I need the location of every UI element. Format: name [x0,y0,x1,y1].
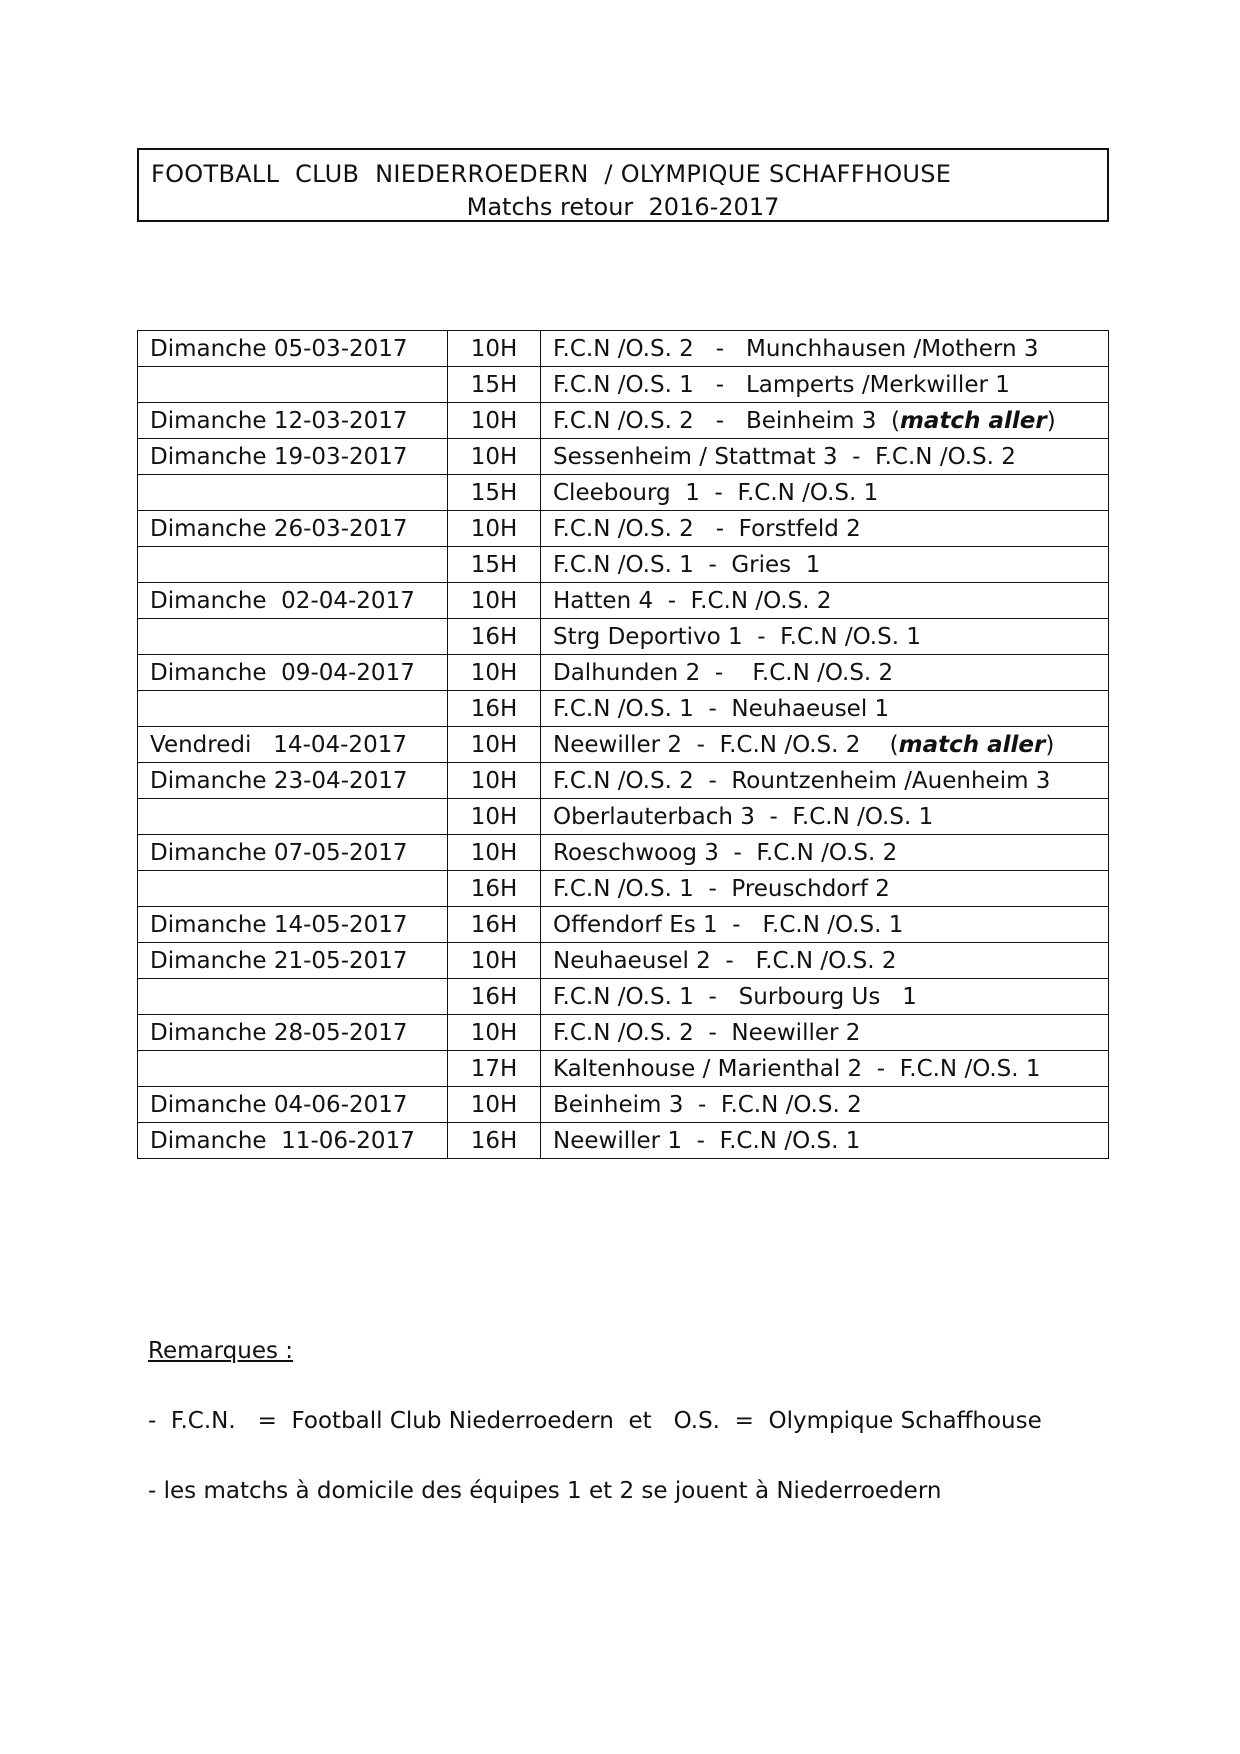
match-date [138,799,448,835]
fixture-teams: F.C.N /O.S. 2 - Forstfeld 2 [553,515,861,542]
fixture-teams: Oberlauterbach 3 - F.C.N /O.S. 1 [553,803,934,830]
match-date: Dimanche 09-04-2017 [138,655,448,691]
fixture-teams: Cleebourg 1 - F.C.N /O.S. 1 [553,479,879,506]
kickoff-time: 10H [448,511,541,547]
match-date: Dimanche 26-03-2017 [138,511,448,547]
kickoff-time: 10H [448,1087,541,1123]
remark-home-venue: - les matchs à domicile des équipes 1 et 2 se jouent à Niederroedern [148,1478,942,1504]
fixture [541,619,1109,655]
kickoff-time: 16H [448,1123,541,1159]
match-date [138,367,448,403]
fixture [541,331,1109,367]
fixture-note: match aller [899,407,1047,434]
kickoff-time: 16H [448,871,541,907]
kickoff-time: 10H [448,763,541,799]
table-row [138,475,1109,511]
match-schedule-table [137,330,1109,1159]
fixture-note-close: ) [1045,731,1055,758]
fixture-teams: Roeschwoog 3 - F.C.N /O.S. 2 [553,839,898,866]
kickoff-time: 10H [448,331,541,367]
fixture-teams: F.C.N /O.S. 2 - Beinheim 3 ( [553,407,900,434]
remarks-title: Remarques : [148,1338,294,1364]
fixture [541,547,1109,583]
fixture-teams: F.C.N /O.S. 1 - Neuhaeusel 1 [553,695,890,722]
match-date: Dimanche 05-03-2017 [138,331,448,367]
table-row [138,943,1109,979]
match-date [138,619,448,655]
table-row [138,907,1109,943]
fixture [541,727,1109,763]
table-row [138,655,1109,691]
table-row [138,547,1109,583]
header-box [137,148,1109,222]
match-date [138,475,448,511]
fixture [541,583,1109,619]
kickoff-time: 16H [448,619,541,655]
fixture-teams: Hatten 4 - F.C.N /O.S. 2 [553,587,832,614]
fixture [541,979,1109,1015]
fixture [541,799,1109,835]
fixture-teams: Strg Deportivo 1 - F.C.N /O.S. 1 [553,623,921,650]
table-row [138,835,1109,871]
table-row [138,1087,1109,1123]
fixture [541,1087,1109,1123]
table-row [138,403,1109,439]
kickoff-time: 10H [448,727,541,763]
match-date: Dimanche 19-03-2017 [138,439,448,475]
fixture-teams: F.C.N /O.S. 2 - Rountzenheim /Auenheim 3 [553,767,1051,794]
match-date [138,1051,448,1087]
kickoff-time: 16H [448,979,541,1015]
table-row [138,367,1109,403]
fixture [541,763,1109,799]
table-row [138,871,1109,907]
table-row [138,583,1109,619]
table-row [138,799,1109,835]
match-date [138,691,448,727]
match-date: Dimanche 11-06-2017 [138,1123,448,1159]
match-date [138,547,448,583]
fixture-teams: Offendorf Es 1 - F.C.N /O.S. 1 [553,911,904,938]
table-row [138,1015,1109,1051]
kickoff-time: 10H [448,583,541,619]
fixture [541,439,1109,475]
fixture [541,475,1109,511]
kickoff-time: 16H [448,907,541,943]
fixture-note-close: ) [1046,407,1056,434]
fixture [541,403,1109,439]
match-date [138,871,448,907]
table-row [138,619,1109,655]
fixture-teams: Neewiller 2 - F.C.N /O.S. 2 ( [553,731,899,758]
match-date: Dimanche 21-05-2017 [138,943,448,979]
kickoff-time: 10H [448,439,541,475]
fixture-teams: Neuhaeusel 2 - F.C.N /O.S. 2 [553,947,897,974]
fixture [541,1051,1109,1087]
table-row [138,979,1109,1015]
kickoff-time: 10H [448,403,541,439]
kickoff-time: 15H [448,547,541,583]
kickoff-time: 10H [448,799,541,835]
match-date: Dimanche 12-03-2017 [138,403,448,439]
table-row [138,1051,1109,1087]
schedule-body [138,331,1109,1159]
match-date: Dimanche 07-05-2017 [138,835,448,871]
fixture-note: match aller [898,731,1046,758]
fixture [541,907,1109,943]
match-date: Dimanche 14-05-2017 [138,907,448,943]
fixture-teams: Kaltenhouse / Marienthal 2 - F.C.N /O.S. 1 [553,1055,1041,1082]
remark-abbreviations: - F.C.N. = Football Club Niederroedern et O.S. = Olympique Schaffhouse [148,1408,1042,1434]
fixture-teams: F.C.N /O.S. 1 - Preuschdorf 2 [553,875,890,902]
kickoff-time: 17H [448,1051,541,1087]
fixture-teams: Beinheim 3 - F.C.N /O.S. 2 [553,1091,862,1118]
match-date: Dimanche 28-05-2017 [138,1015,448,1051]
fixture-teams: F.C.N /O.S. 2 - Neewiller 2 [553,1019,861,1046]
match-date: Dimanche 04-06-2017 [138,1087,448,1123]
fixture [541,943,1109,979]
fixture-teams: Sessenheim / Stattmat 3 - F.C.N /O.S. 2 [553,443,1016,470]
fixture [541,511,1109,547]
fixture-teams: Dalhunden 2 - F.C.N /O.S. 2 [553,659,894,686]
fixture [541,1015,1109,1051]
table-row [138,1123,1109,1159]
kickoff-time: 10H [448,655,541,691]
club-title: FOOTBALL CLUB NIEDERROEDERN / OLYMPIQUE SCHAFFHOUSE [151,160,952,188]
table-row [138,511,1109,547]
match-date: Dimanche 23-04-2017 [138,763,448,799]
fixture-teams: F.C.N /O.S. 1 - Surbourg Us 1 [553,983,917,1010]
season-subtitle: Matchs retour 2016-2017 [466,193,780,221]
fixture [541,691,1109,727]
table-row [138,763,1109,799]
fixture [541,367,1109,403]
table-row [138,727,1109,763]
fixture [541,835,1109,871]
table-row [138,331,1109,367]
match-date: Dimanche 02-04-2017 [138,583,448,619]
fixture [541,655,1109,691]
fixture-teams: Neewiller 1 - F.C.N /O.S. 1 [553,1127,861,1154]
kickoff-time: 15H [448,475,541,511]
fixture-teams: F.C.N /O.S. 2 - Munchhausen /Mothern 3 [553,335,1039,362]
kickoff-time: 15H [448,367,541,403]
fixture-teams: F.C.N /O.S. 1 - Gries 1 [553,551,821,578]
fixture-teams: F.C.N /O.S. 1 - Lamperts /Merkwiller 1 [553,371,1010,398]
match-date: Vendredi 14-04-2017 [138,727,448,763]
table-row [138,439,1109,475]
kickoff-time: 10H [448,943,541,979]
table-row [138,691,1109,727]
match-date [138,979,448,1015]
kickoff-time: 16H [448,691,541,727]
fixture [541,871,1109,907]
fixture [541,1123,1109,1159]
kickoff-time: 10H [448,835,541,871]
kickoff-time: 10H [448,1015,541,1051]
